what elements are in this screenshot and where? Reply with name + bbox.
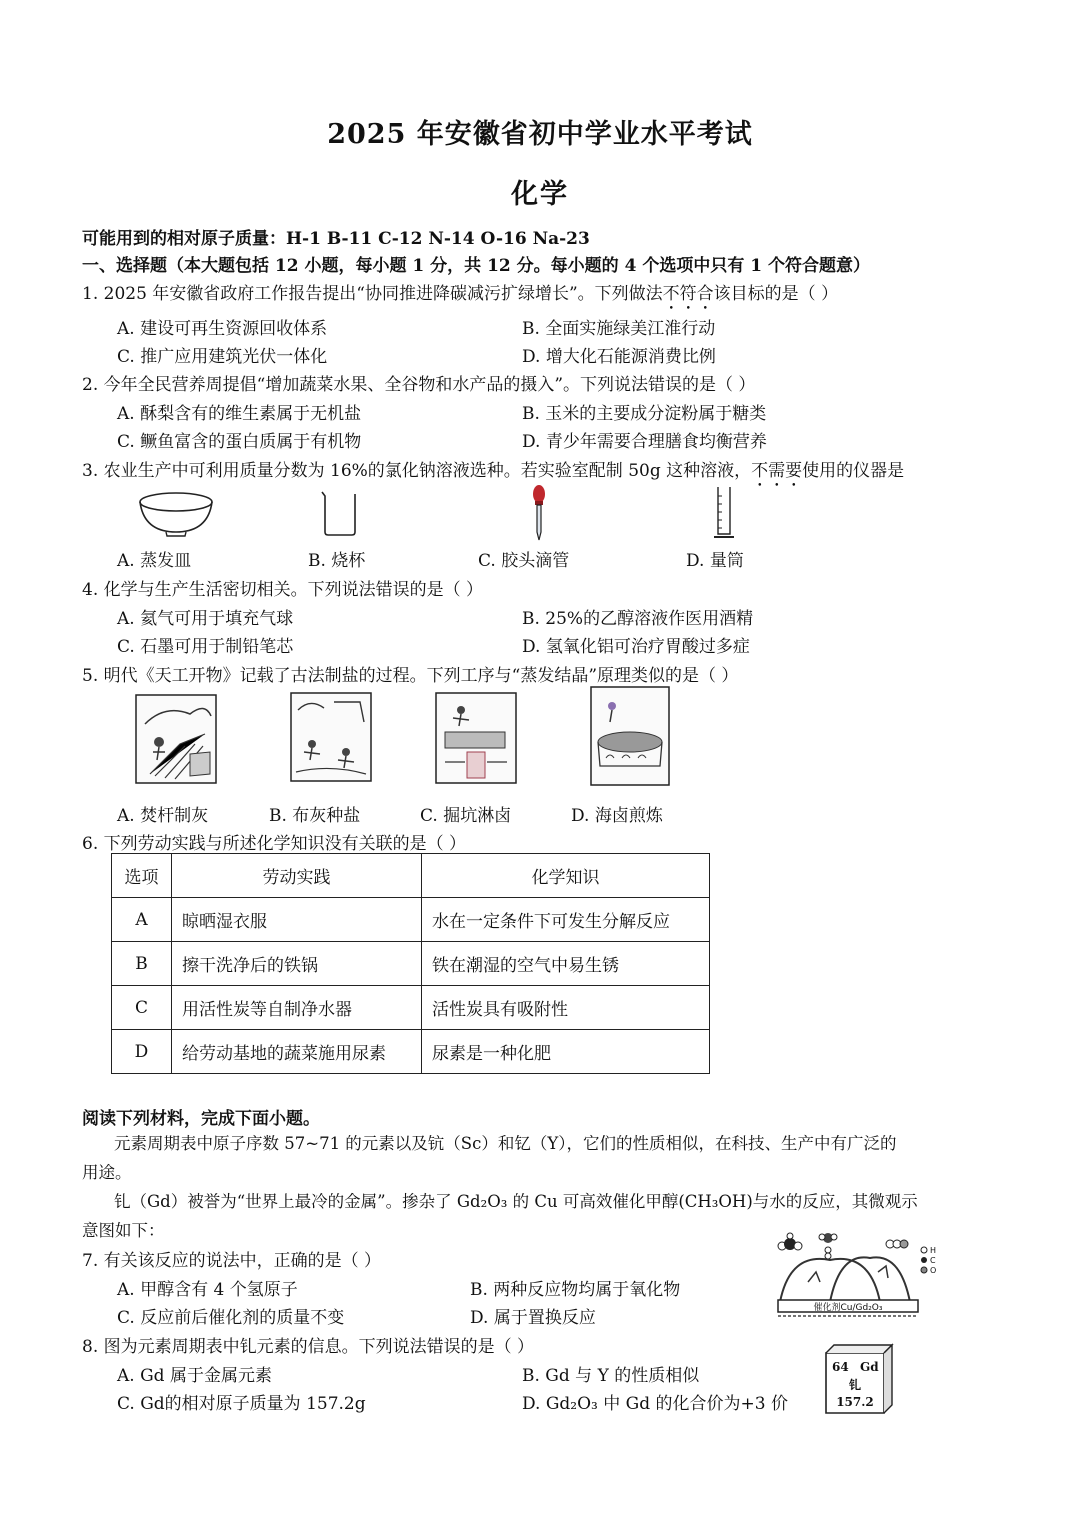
q8-stem: 8. 图为元素周期表中钆元素的信息。下列说法错误的是（ ） (82, 1337, 535, 1357)
table-row (112, 942, 710, 986)
q5-option-d: D. 海卤煎炼 (571, 806, 663, 826)
table-header-knowledge: 化学知识 (422, 854, 710, 898)
table-cell-option: A (112, 898, 172, 942)
q1-stem-text-end: 该目标的是（ ） (713, 284, 839, 304)
q3-option-b: B. 烧杯 (308, 551, 366, 571)
q7-option-b: B. 两种反应物均属于氧化物 (470, 1280, 681, 1300)
table-header-practice: 劳动实践 (172, 854, 422, 898)
table-row (112, 986, 710, 1030)
q5-option-c: C. 掘坑淋卤 (420, 806, 512, 826)
hydrogen-legend-icon (921, 1247, 927, 1253)
q5-option-b: B. 布灰种盐 (269, 806, 361, 826)
q4-option-d: D. 氢氧化铝可治疗胃酸过多症 (522, 637, 750, 657)
q2-stem: 2. 今年全民营养周提倡“增加蔬菜水果、全谷物和水产品的摄入”。下列说法错误的是（ ） (82, 375, 756, 395)
gadolinium-element-cell (822, 1343, 896, 1417)
reading-p1-line2: 用途。 (82, 1163, 132, 1182)
q5-stem: 5. 明代《天工开物》记载了古法制盐的过程。下列工序与“蒸发结晶”原理类似的是（ ） (82, 666, 739, 686)
q2-option-c: C. 鳜鱼富含的蛋白质属于有机物 (117, 432, 362, 452)
q4-option-b: B. 25%的乙醇溶液作医用酒精 (522, 609, 754, 629)
reaction-diagram (770, 1232, 940, 1320)
legend-o: O (930, 1266, 937, 1275)
q2-option-a: A. 酥梨含有的维生素属于无机盐 (117, 404, 362, 424)
exam-subject: 化学 (511, 179, 569, 210)
q6-table (111, 853, 710, 1074)
element-number: 64 (832, 1360, 849, 1374)
q1-option-c: C. 推广应用建筑光伏一体化 (117, 347, 328, 367)
element-mass: 157.2 (836, 1395, 874, 1409)
water-molecule-icon (819, 1233, 837, 1259)
q8-option-a: A. Gd 属于金属元素 (117, 1366, 272, 1386)
table-row (112, 898, 710, 942)
table-cell-option: C (112, 986, 172, 1030)
q1-stem (82, 279, 838, 314)
q4-option-c: C. 石墨可用于制铅笔芯 (117, 637, 294, 657)
table-cell-knowledge: 尿素是一种化肥 (422, 1030, 710, 1074)
element-symbol: Gd (860, 1360, 879, 1374)
q8-option-b: B. Gd 与 Y 的性质相似 (522, 1366, 700, 1386)
q1-option-a: A. 建设可再生资源回收体系 (117, 319, 328, 339)
q1-stem-text: 1. 2025 年安徽省政府工作报告提出“协同推进降碳减污扩绿增长”。下列做法 (82, 284, 663, 304)
q7-option-c: C. 反应前后催化剂的质量不变 (117, 1308, 345, 1328)
dropper-icon (529, 484, 549, 542)
reading-p2-line2: 意图如下： (82, 1221, 165, 1240)
woodcut-digging-pit-image (435, 692, 517, 784)
legend-h: H (930, 1246, 937, 1255)
oxygen-legend-icon (921, 1267, 927, 1273)
reading-p2-line1: 钆（Gd）被誉为“世界上最冷的金属”。掺杂了 Gd₂O₃ 的 Cu 可高效催化甲醇(CH₃OH)与水的反应，其微观示 (114, 1192, 918, 1211)
q7-option-d: D. 属于置换反应 (470, 1308, 596, 1328)
reading-heading: 阅读下列材料，完成下面小题。 (82, 1109, 320, 1129)
element-name: 钆 (848, 1378, 862, 1392)
q7-option-a: A. 甲醇含有 4 个氢原子 (117, 1280, 298, 1300)
table-cell-practice: 用活性炭等自制净水器 (172, 986, 422, 1030)
q2-option-b: B. 玉米的主要成分淀粉属于糖类 (522, 404, 767, 424)
product-molecule-icon (886, 1240, 908, 1248)
q3-option-d: D. 量筒 (686, 551, 744, 571)
evaporating-dish-icon (136, 488, 216, 538)
q4-stem: 4. 化学与生产生活密切相关。下列说法错误的是（ ） (82, 580, 484, 600)
q3-emphasis: 不需要 (751, 461, 803, 481)
q1-option-b: B. 全面实施绿美江淮行动 (522, 319, 716, 339)
legend-c: C (930, 1256, 936, 1265)
woodcut-burning-stalks-image (135, 694, 217, 784)
q3-stem (82, 456, 904, 491)
table-cell-option: D (112, 1030, 172, 1074)
q3-stem-text-end: 使用的仪器是 (802, 461, 905, 481)
q2-option-d: D. 青少年需要合理膳食均衡营养 (522, 432, 767, 452)
table-cell-practice: 给劳动基地的蔬菜施用尿素 (172, 1030, 422, 1074)
q1-emphasis: 不符合 (662, 284, 714, 304)
carbon-legend-icon (921, 1257, 927, 1263)
catalyst-label: 催化剂Cu/Gd₂O₃ (813, 1303, 883, 1313)
q7-stem: 7. 有关该反应的说法中，正确的是（ ） (82, 1251, 382, 1271)
table-cell-practice: 擦干洗净后的铁锅 (172, 942, 422, 986)
woodcut-boiling-brine-image (590, 686, 670, 786)
reading-p1-line1: 元素周期表中原子序数 57~71 的元素以及钪（Sc）和钇（Y），它们的性质相似，在科技、生产中有广泛的 (114, 1134, 897, 1153)
woodcut-spreading-ash-image (290, 692, 372, 782)
beaker-icon (318, 488, 360, 538)
graduated-cylinder-icon (712, 484, 736, 540)
atomic-masses: 可能用到的相对原子质量：H-1 B-11 C-12 N-14 O-16 Na-23 (82, 229, 590, 249)
table-row (112, 1030, 710, 1074)
q8-option-d: D. Gd₂O₃ 中 Gd 的化合价为+3 价 (522, 1394, 788, 1414)
q4-option-a: A. 氦气可用于填充气球 (117, 609, 294, 629)
exam-title: 2025 年安徽省初中学业水平考试 (327, 119, 753, 150)
q3-option-a: A. 蒸发皿 (117, 551, 192, 571)
section-heading: 一、选择题（本大题包括 12 小题，每小题 1 分，共 12 分。每小题的 4 个选项中只有 1 个符合题意） (82, 256, 870, 276)
table-header-option: 选项 (112, 854, 172, 898)
table-cell-option: B (112, 942, 172, 986)
table-cell-practice: 晾晒湿衣服 (172, 898, 422, 942)
q8-option-c: C. Gd的相对原子质量为 157.2g (117, 1394, 366, 1414)
q3-option-c: C. 胶头滴管 (478, 551, 570, 571)
table-header-row (112, 854, 710, 898)
reading-paragraph-1 (82, 1129, 997, 1187)
table-cell-knowledge: 水在一定条件下可发生分解反应 (422, 898, 710, 942)
table-cell-knowledge: 活性炭具有吸附性 (422, 986, 710, 1030)
methanol-molecule-icon (778, 1233, 802, 1250)
q5-option-a: A. 焚杆制灰 (117, 806, 209, 826)
table-cell-knowledge: 铁在潮湿的空气中易生锈 (422, 942, 710, 986)
q6-stem: 6. 下列劳动实践与所述化学知识没有关联的是（ ） (82, 834, 467, 854)
q3-stem-text: 3. 农业生产中可利用质量分数为 16%的氯化钠溶液选种。若实验室配制 50g 这种溶液， (82, 461, 752, 481)
q1-option-d: D. 增大化石能源消费比例 (522, 347, 716, 367)
